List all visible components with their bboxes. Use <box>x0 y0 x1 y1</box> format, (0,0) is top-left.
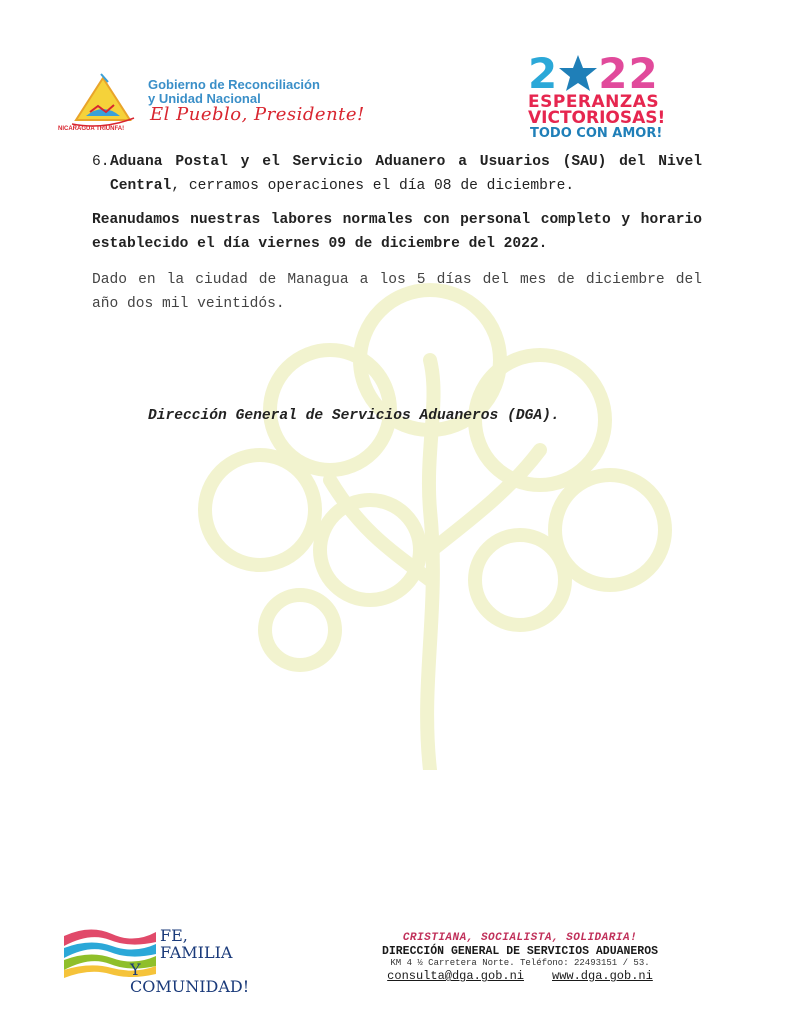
list-item-6 <box>92 150 702 198</box>
footer-institution: DIRECCIÓN GENERAL DE SERVICIOS ADUANEROS <box>381 945 659 958</box>
esperanzas-text: ESPERANZAS <box>528 92 660 112</box>
item-bold-text: Aduana Postal y el Servicio Aduanero a Usuarios (SAU) del Nivel Central <box>110 154 702 194</box>
footer-address: KM 4 ½ Carretera Norte. Teléfono: 22493151 / 53. <box>390 958 650 968</box>
signature-line: Dirección General de Servicios Aduaneros (DGA). <box>148 408 560 424</box>
nicaragua-triunfa-label: NICARAGUA TRIUNFA! <box>58 126 125 132</box>
victoriosas-text: VICTORIOSAS! <box>528 108 666 128</box>
government-name-line2: y Unidad Nacional <box>148 91 261 106</box>
star-icon <box>558 54 598 92</box>
website-link[interactable]: www.dga.gob.ni <box>552 969 653 983</box>
fe-familia-text <box>130 926 260 996</box>
slogan-el-pueblo: El Pueblo, Presidente! <box>150 104 365 125</box>
fe-familia-logo <box>60 922 260 996</box>
government-logo-block <box>58 68 418 140</box>
comunidad-text: Y COMUNIDAD! <box>130 960 250 996</box>
todo-con-amor-text: TODO CON AMOR! <box>530 126 663 141</box>
list-item-number: 6. <box>92 154 110 170</box>
government-emblem-icon <box>68 72 138 128</box>
resume-operations-paragraph: Reanudamos nuestras labores normales con personal completo y horario establecido el día viernes 09 de diciembre del 2022. <box>92 212 702 252</box>
familia-text: FAMILIA <box>160 943 233 962</box>
item-rest-text: , cerramos operaciones el día 08 de diciembre. <box>171 178 575 194</box>
letter-body <box>92 150 702 316</box>
campaign-2022-logo <box>528 49 714 142</box>
given-in-paragraph: Dado en la ciudad de Managua a los 5 días del mes de diciembre del año dos mil veintidós. <box>92 272 702 312</box>
email-link[interactable]: consulta@dga.gob.ni <box>387 969 524 983</box>
government-name-line1: Gobierno de Reconciliación <box>148 77 320 92</box>
footer-motto: CRISTIANA, SOCIALISTA, SOLIDARIA! <box>402 932 638 944</box>
tree-watermark <box>140 250 720 770</box>
footer-contact-block <box>300 932 740 983</box>
year-2022: 2 22 <box>528 49 659 98</box>
footer-links <box>300 969 740 983</box>
list-item-text <box>110 150 702 198</box>
fe-text: FE, <box>160 926 188 945</box>
